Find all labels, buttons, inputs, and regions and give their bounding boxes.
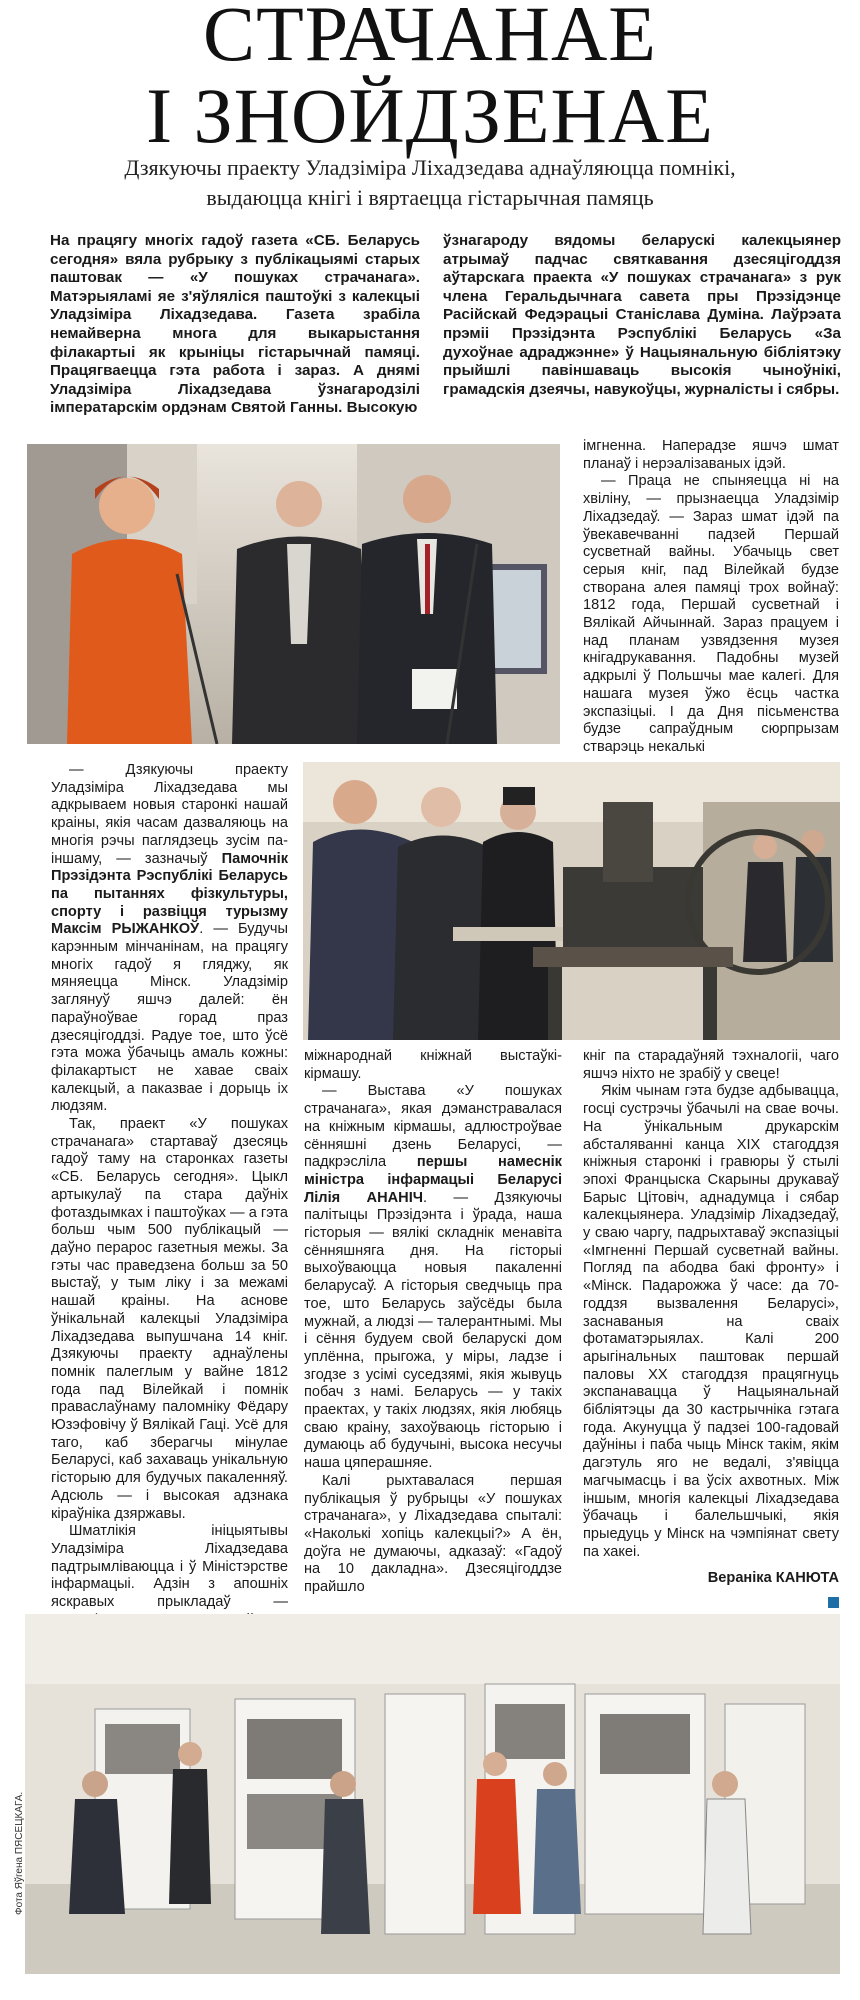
author-signature: Вераніка КАНЮТА xyxy=(707,1570,839,1586)
column-2: міжнароднай кніжнай выстаўкі-кірмашу. — Выстава «У пошуках страчанага», якая дэманстравалася на кніжным кірмашы, адлюстроўвае сённяшні дзень Беларусі, — падкрэсліла першы намеснік міністра інфармацыі Беларусі Лілія АНАНІЧ. — Дзякуючы палітыцы Прэзідэнта і ўрада, наша гісторыя — вялікі складнік менавіта сённяшняга дня. На гісторыі выхоўваюцца новыя пакаленні беларусаў. А гісторыя сведчыць пра тое, што Беларусь заўсёды была мужнай, а людзі — талерантнымі. Мы і сёння будуем свой беларускі дом уплённа, прыгожа, у міры, ладзе і згодзе з усімі суседзямі, якія жывуць побач з намі. Беларусь — у такіх праектах, у такіх людзях, якія любяць сваю краіну, захоўваюць гісторыю і думаюць аб будучыні, высока несучы наша цяперашняе. Калі рыхтавалася першая публікацыя ў рубрыцы «У пошуках страчанага», у Ліхадзедава спыталі: «Наколькі хопіць калекцыі?» А ён, доўга не думаючы, адказаў: «Гадоў на 10 дакладна». Дзесяцігоддзе прайшло xyxy=(304,1048,562,1596)
photo-printing-press xyxy=(303,762,840,1040)
column-1: — Дзякуючы праекту Уладзіміра Ліхадзедава мы адкрываем новыя старонкі нашай краіны, якія часам дазваляюць на многія рэчы паглядзець зусім па-іншаму, — зазначыў Памочнік Прэзідэнта Рэспублікі Беларусь па пытаннях фізкультуры, спорту і развіцця турызму Максім РЫЖАНКОЎ. — Будучы карэнным мінчанінам, на працягу многіх гадоў я гляджу, як мяняецца Мінск. Уладзімір заглянуў яшчэ далей: ён параўноўвае горад праз дзесяцігоддзі. Радуе тое, што ўсё гэта можа ўбачыць амаль кожны: філакартыст не хавае сваіх калекцый, а паказвае і дорыць іх людзям. Так, праект «У пошуках страчанага» стартаваў дзесяць гадоў таму на старонках газеты «СБ. Беларусь сегодня». Цыкл артыкулаў па стара даўніх фотаздымках і паштоўках — а гэта больш чым 500 публікацый — даўно перарос газетныя межы. За гэты час праведзена больш за 50 выстаў, у тым ліку і за межамі нашай краіны. На аснове ўнікальнай калекцыі Уладзіміра Ліхадзедава выпушчана 14 кніг. Дзякуючы праекту аднаўлены помнік палеглым у вайне 1812 года пад Вілейкай і помнік праваслаўнаму паломніку Фёдару Юзэфовічу ў Вялікай Гаці. Усё для таго, каб зберагчы мінулае Беларусі, каб захаваць унікальную гісторыю для будучых пакаленняў. Адсюль — і высокая адзнака кіраўніка дзяржавы. Шматлікія ініцыятывы Уладзіміра Ліхадзедава падтрымліваюцца і ў Міністэрстве інфармацыі. Адзін з апошніх яскравых прыкладаў — xyxy=(51,762,289,1611)
end-mark xyxy=(828,1597,839,1608)
deck-line-1: Дзякуючы праекту Уладзіміра Ліхадзедава аднаўляюцца помнікі, xyxy=(124,155,736,180)
quote-attribution-ananich: першы намеснік міністра інфармацыі Беларусі Лілія АНАНІЧ xyxy=(304,1154,562,1206)
lead-left: На працягу многіх гадоў газета «СБ. Беларусь сегодня» вяла рубрыку з публікацыямі старых паштовак — «У пошуках страчанага». Матэрыяламі яе з'яўляліся паштоўкі з калекцыі Уладзіміра Ліхадзедава. Газета зрабіла немайверна многа для выкарыстання філакартыі як крыніцы гістарычнай памяці. Працягваецца гэта работа і зараз. А днямі Уладзіміра Ліхадзедава ўзнагародзілі імператарскім ордэнам Святой Ганны. Высокую xyxy=(50,232,420,417)
column-right-top: імгненна. Наперадзе яшчэ шмат планаў і нерэалізаваных ідэй. — Праца не спыняецца ні на хвіліну, — прызнаецца Уладзімір Ліхадзедаў. — Зараз шмат ідэй па ўвекавечванні падзей Першай сусветнай вайны. Убачыць свет серыя кніг, пад Вілейкай будзе створана алея памяці трох войнаў: 1812 года, Першай сусветнай і Вялікай Айчыннай. Зараз працуем і над планам узвядзення музея кнігадрукавання. Падобны музей адкрылі ў Польшчы мае калегі. Для нашага музея ўжо ёсць частка экспазіцыі. І да Дня пісьменства будзе сапраўдным сюрпрызам стварэць некалькі xyxy=(583,438,839,755)
photo-exhibition xyxy=(25,1614,840,1974)
photo-officials xyxy=(27,444,560,744)
column-3: кніг па старадаўняй тэхналогіі, чаго яшчэ ніхто не зрабіў у свеце! Якім чынам гэта будзе адбывацца, госці сустрэчы ўбачылі на свае вочы. На ўнікальным друкарскім абсталяванні канца XIX стагоддзя кніжныя старонкі і гравюры ў стылі эпохі Францыска Скарыны друкаваў Барыс Цітовіч, аднадумца і сябар калекцыянера. Уладзімір Ліхадзедаў, у сваю чаргу, падрыхтаваў экспазіцыі «Імгненні Першай сусветнай вайны. Погляд па абодва бакі фронту» і «Мінск. Падарожжа ў часе: да 70-годдзя вызвалення Беларусі», заснаваныя на сваіх фотаматэрыялах. Калі 200 арыгінальных паштовак першай паловы XX стагоддзя працягнуць экспанавацца ў Нацыянальнай бібліятэцы да 30 кастрычніка гэтага года. Акунуцца ў падзеі 100-гадовай даўніны і паба чыць Мінск такім, якім дагэтуль яго не ведалі, з'явіцца магчымасць і ва ўсіх ахвотных. Між іншым, многія калекцыі Ліхадзедава ўбачаць і балельшчыкі, якія прыедуць у Мінск на чэмпіянат свету па хакеі. xyxy=(583,1048,839,1560)
lead-right: ўзнагароду вядомы беларускі калекцыянер атрымаў падчас святкавання дзесяцігоддзя аўтарскага праекта «У пошуках страчанага» з рук члена Геральдычнага савета пры Прэзідэнце Расійскай Федэрацыі Станіслава Думіна. Лаўрэата прэміі Прэзідэнта Рэспублікі Беларусь «За духоўнае адраджэнне» ў Нацыянальную бібліятэку прыйшлі павіншаваць высокія чыноўнікі, грамадскія дзеячы, навукоўцы, журналісты і сябры. xyxy=(443,232,841,398)
headline-line-2: І ЗНОЙДЗЕНАЕ xyxy=(146,72,714,159)
deck-line-2: выдаюцца кнігі і вяртаецца гістарычная памяць xyxy=(206,185,654,210)
headline-line-1: СТРАЧАНАЕ xyxy=(203,0,657,77)
quote-attribution-ryzhankou: Памочнік Прэзідэнта Рэспублікі Беларусь па пытаннях фізкультуры, спорту і развіцця турызму Максім РЫЖАНКОЎ xyxy=(51,850,289,938)
photo-credit: Фота Яўгена ПЯСЕЦКАГА. xyxy=(14,1791,25,1915)
